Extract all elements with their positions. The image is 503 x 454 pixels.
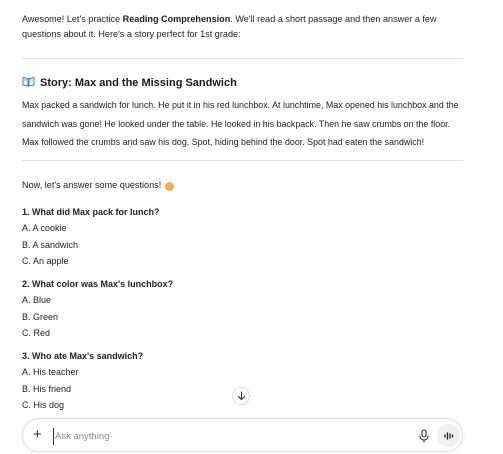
open-book-icon [22,76,35,90]
answer-option: A. A cookie [22,223,67,233]
divider [22,58,463,59]
intro-paragraph [22,12,468,42]
voice-mode-icon [443,431,455,441]
intro-text-after: . We'll read a short passage and then answer a few questions about it. Here's a story perfect for 1st grade: [22,14,437,39]
answer-option: C. An apple [22,256,69,266]
question-text: 3. Who ate Max's sandwich? [22,351,144,361]
story-text: Max packed a sandwich for lunch. He put it in his red lunchbox. At lunchtime, Max opened his lunchbox and the sandwich was gone! He looked under the table. He looked in his backpack. Then he saw crumbs on the floor. Max followed the crumbs and saw his dog, Spot, hiding behind the door. Spot had eaten the sandwich! [22,100,459,147]
story-title: Story: Max and the Missing Sandwich [40,77,237,89]
question-2 [22,276,173,342]
scroll-to-bottom-button[interactable] [232,387,250,405]
answer-option: B. A sandwich [22,239,79,250]
story-heading [22,76,237,90]
answer-option: A. Blue [22,295,52,305]
followup-text: Now, let's answer some questions! [22,180,162,190]
answer-option: C. His dog [22,400,65,410]
arrow-down-icon [237,391,246,401]
answer-option: A. His teacher [22,367,79,377]
question-3 [22,348,143,414]
voice-mode-button[interactable] [437,424,460,447]
answer-option: C. Red [22,328,51,338]
plus-icon[interactable]: + [33,426,42,443]
intro-bold-text: Reading Comprehension [122,14,231,24]
smiling-face-icon [165,182,174,191]
answer-option: B. His friend [22,383,72,394]
followup-line [22,178,174,193]
answer-option: B. Green [22,311,59,322]
message-input[interactable] [53,428,417,445]
intro-text-before: Awesome! Let's practice [22,14,123,24]
question-text: 2. What color was Max's lunchbox? [22,279,174,289]
question-1 [22,204,160,270]
microphone-icon[interactable] [417,428,431,444]
composer [22,418,463,452]
question-text: 1. What did Max pack for lunch? [22,207,160,217]
divider [22,160,463,161]
